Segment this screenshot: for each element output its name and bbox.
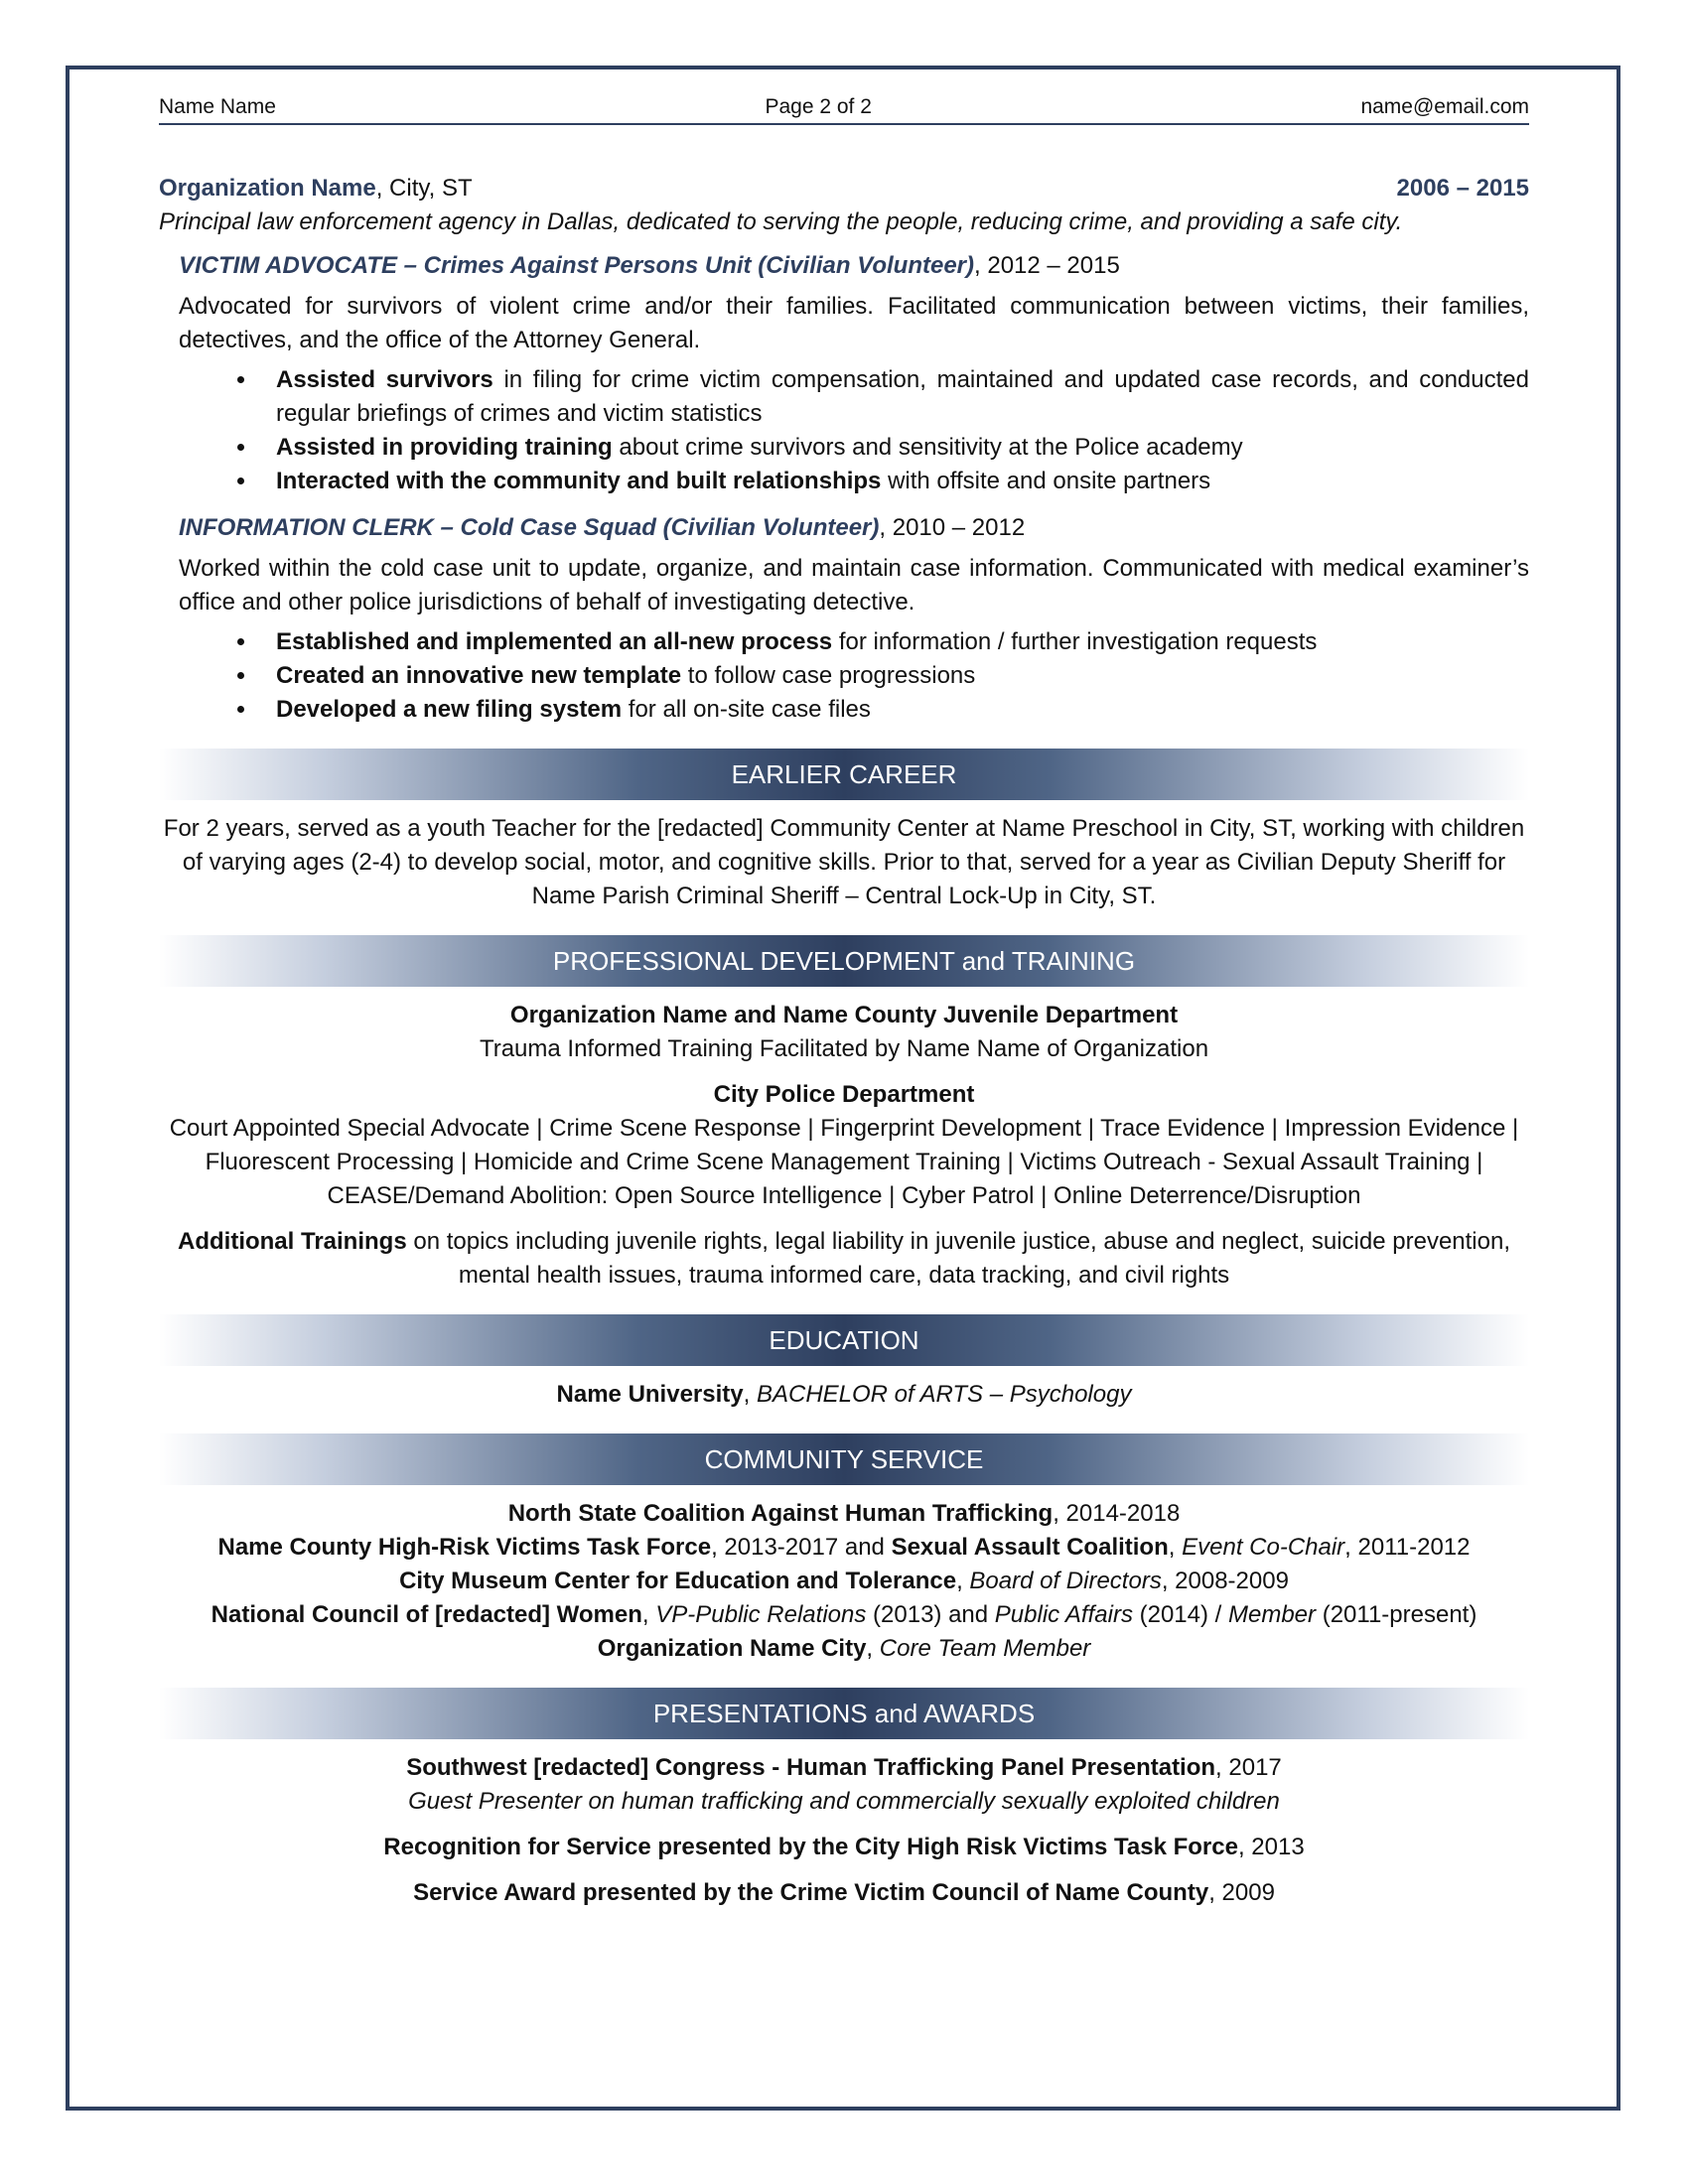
earlier-career-text: For 2 years, served as a youth Teacher for the [redacted] Community Center at Name Preschool in City, ST, working with children of varying ages (2-4) to develop social, motor, and cognitive skills. Prior to that, served for a year as Civilian Deputy Sheriff for Name Parish Criminal Sheriff – Central Lock-Up in City, ST.: [163, 815, 1525, 909]
resume-page: [159, 95, 1529, 1910]
role-bullets: [159, 363, 1529, 498]
bullet-bold: Established and implemented an all-new process: [276, 628, 833, 655]
role-title-line: [179, 514, 1529, 542]
section-heading-earlier-career: EARLIER CAREER: [159, 749, 1529, 800]
bullet-text: for all on-site case files: [622, 696, 871, 723]
role-title-line: [179, 252, 1529, 280]
bullet-text: about crime survivors and sensitivity at the Police academy: [612, 434, 1243, 461]
header-page-number: Page 2 of 2: [765, 95, 872, 118]
community-years: , 2011-2012: [1344, 1534, 1471, 1561]
community-role: VP-Public Relations: [655, 1601, 867, 1628]
bullet-bold: Created an innovative new template: [276, 662, 682, 689]
community-org: National Council of [redacted] Women: [211, 1601, 642, 1628]
community-years: (2014) /: [1132, 1601, 1228, 1628]
community-role: Member: [1228, 1601, 1317, 1628]
training-org-title: Organization Name and Name County Juvenile Department: [509, 1002, 1179, 1028]
bullet-item: [258, 465, 1529, 498]
bullet-text: to follow case progressions: [681, 662, 976, 689]
award-title: Service Award presented by the Crime Victim Council of Name County: [413, 1879, 1209, 1906]
community-line: [159, 1565, 1529, 1598]
role-years: , 2010 – 2012: [879, 514, 1026, 541]
community-role: Core Team Member: [879, 1635, 1091, 1662]
bullet-bold: Developed a new filing system: [276, 696, 623, 723]
community-org: North State Coalition Against Human Trafficking: [507, 1500, 1054, 1527]
school-name: Name University: [556, 1381, 744, 1408]
degree: BACHELOR of ARTS – Psychology: [756, 1381, 1132, 1408]
additional-trainings-label: Additional Trainings: [178, 1228, 407, 1255]
role-title: INFORMATION CLERK – Cold Case Squad (Civilian Volunteer): [179, 514, 880, 541]
page-header: [159, 95, 1529, 125]
award-line: [159, 1751, 1529, 1785]
community-role: Board of Directors: [969, 1568, 1162, 1594]
community-line: [159, 1598, 1529, 1632]
separator: ,: [641, 1601, 656, 1628]
section-heading-training: PROFESSIONAL DEVELOPMENT and TRAINING: [159, 935, 1529, 987]
org-description: Principal law enforcement agency in Dallas, dedicated to serving the people, reducing crime, and providing a safe city.: [159, 208, 1403, 235]
training-police-title: City Police Department: [713, 1081, 975, 1108]
award-title: Southwest [redacted] Congress - Human Trafficking Panel Presentation: [406, 1754, 1216, 1781]
section-heading-community: COMMUNITY SERVICE: [159, 1433, 1529, 1485]
org-name: Organization Name: [159, 175, 376, 202]
role-bullets: [159, 625, 1529, 727]
additional-trainings: [159, 1225, 1529, 1293]
community-org: Organization Name City: [597, 1635, 867, 1662]
community-years: , 2014-2018: [1053, 1500, 1181, 1527]
community-years: (2011-present): [1316, 1601, 1477, 1628]
education-line: [159, 1378, 1529, 1412]
bullet-bold: Assisted survivors: [276, 366, 493, 393]
community-role: Public Affairs: [994, 1601, 1133, 1628]
community-line: [159, 1531, 1529, 1565]
bullet-text: in filing for crime victim compensation, maintained and updated case records, and conducted regular briefings of crimes and victim statistics: [276, 366, 1529, 427]
training-police-text: Court Appointed Special Advocate | Crime Scene Response | Fingerprint Development | Trace Evidence | Impression Evidence | Fluorescent Processing | Homicide and Crime Scene Management Training | Victims Outreach - Sexual Assault Training | CEASE/Demand Abolition: Open Source Intelligence | Cyber Patrol | Online Deterrence/Disruption: [169, 1115, 1519, 1209]
header-email: name@email.com: [1360, 95, 1529, 118]
role-description: Advocated for survivors of violent crime and/or their families. Facilitated communication between victims, their families, detectives, and the office of the Attorney General.: [179, 293, 1529, 353]
community-years: , 2013-2017 and: [711, 1534, 892, 1561]
community-org: City Museum Center for Education and Tolerance: [399, 1568, 957, 1594]
award-year: , 2013: [1237, 1834, 1305, 1860]
separator: ,: [743, 1381, 757, 1408]
community-line: [159, 1632, 1529, 1666]
award-year: , 2009: [1208, 1879, 1275, 1906]
community-years: , 2008-2009: [1161, 1568, 1289, 1594]
separator: ,: [956, 1568, 970, 1594]
bullet-bold: Interacted with the community and built relationships: [276, 468, 882, 494]
community-org: Sexual Assault Coalition: [891, 1534, 1169, 1561]
bullet-bold: Assisted in providing training: [276, 434, 613, 461]
header-name: Name Name: [159, 95, 276, 118]
community-role: Event Co-Chair: [1182, 1534, 1345, 1561]
training-org-text: Trauma Informed Training Facilitated by Name Name of Organization: [479, 1035, 1209, 1062]
separator: ,: [1168, 1534, 1183, 1561]
bullet-item: [258, 625, 1529, 659]
section-heading-education: EDUCATION: [159, 1314, 1529, 1366]
bullet-item: [258, 431, 1529, 465]
org-dates: 2006 – 2015: [1396, 175, 1529, 202]
award-title: Recognition for Service presented by the City High Risk Victims Task Force: [383, 1834, 1238, 1860]
award-line: [159, 1831, 1529, 1864]
bullet-item: [258, 363, 1529, 431]
section-heading-awards: PRESENTATIONS and AWARDS: [159, 1688, 1529, 1739]
role-title: VICTIM ADVOCATE – Crimes Against Persons Unit (Civilian Volunteer): [179, 252, 975, 279]
additional-trainings-text: on topics including juvenile rights, legal liability in juvenile justice, abuse and neglect, suicide prevention, mental health issues, trauma informed care, data tracking, and civil rights: [406, 1228, 1510, 1289]
community-years: (2013) and: [866, 1601, 995, 1628]
role-years: , 2012 – 2015: [974, 252, 1120, 279]
org-line: [159, 175, 1529, 203]
award-line: [159, 1876, 1529, 1910]
bullet-text: with offsite and onsite partners: [881, 468, 1211, 494]
bullet-text: for information / further investigation requests: [832, 628, 1318, 655]
org-location: , City, ST: [375, 175, 473, 202]
award-subtitle: Guest Presenter on human trafficking and commercially sexually exploited children: [408, 1788, 1280, 1815]
community-org: Name County High-Risk Victims Task Force: [217, 1534, 712, 1561]
award-year: , 2017: [1215, 1754, 1282, 1781]
bullet-item: [258, 693, 1529, 727]
separator: ,: [866, 1635, 880, 1662]
community-line: [159, 1497, 1529, 1531]
bullet-item: [258, 659, 1529, 693]
role-description: Worked within the cold case unit to update, organize, and maintain case information. Communicated with medical examiner’s office and other police jurisdictions of behalf of investigating detective.: [179, 555, 1529, 615]
